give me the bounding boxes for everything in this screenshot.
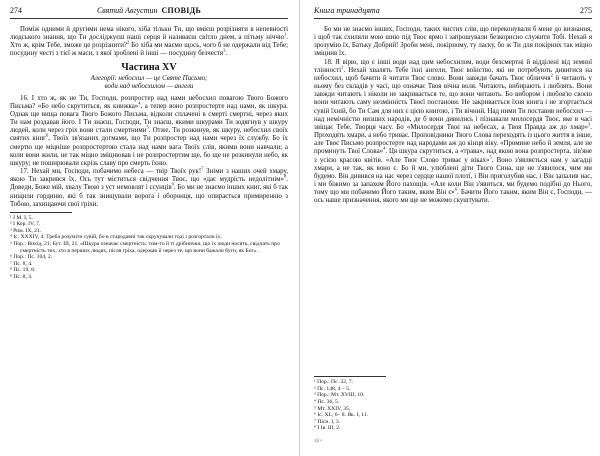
footnote: ⁵ Пор.: Вихід, 21; Бут. III, 21. «Шкура означає смертність: тим-то й ті дрібнички, що їх люди носять, свідчать про смертність тих, хто в перших людях, після гріха, одержав її через те, що вони бажали бути, як Бог». bbox=[10, 240, 280, 254]
footnote: ¹ Пор.: Пс. 32, 7. bbox=[314, 379, 353, 386]
left-footnotes bbox=[10, 215, 288, 281]
paragraph: 18. Я вірю, що є інші води над цим небосхилом, води безсмертні й відділені від земної тлінності$^1$. Нехай хвалять Тебе їхні ангели, Твоє воїнство, які не потребують дивитися на небосхил, щоб бачити й читати Твоє слово. Вони завжди бачать Твоє обличчя$^2$ й читають у ньому без складів у часі, що означає Твоя вічна воля. Читають, вибирають і люблять. Вони завжди читають і ніколи не закривається те, що вони читають. Бо вибором і любов'ю своєю вони читають саму незмінність Твоєї постанови. Не закривається їхня книга і не згортається сувій їхній, бо Ти Сам для них є цією книгою, і Ти вічний. Над ними Ти поставив небосхил — над немічністю низших народів, де б вони дивились і пізнавали милосердя Твоє, яке в часі звіщає Тебе, Творця часу. Бо «Милосердя Твоє на небесах, а Твоя Правда аж до хмар»$^3$. Проходять хмари, а небо триває. Проповідники Твого Слова переходять із цього життя в інше, але Твоє Письмо розпростерте над народами аж до кінця віку. «Промине небо й земля, але не проминуть Твої Слова»$^4$. Ця шкура скрутиться, а «трава», над якою вона розпростерта, зів'яне з усією красою квітів. «Але Твоє Слово триває у віках»$^5$. Воно з'являється нам у загадці хмари, а не так, як воно є. Бо й ми, улюблені діти Твого Сина, ще не з'явилося, чим ми будемо. Він дивився на нас через сердце нашої плоті, і Він приголубив нас, і Він запалив нас, і ми біжимо за запахом Його пахощів. «Але коли Він з'явиться, ми будемо подібні до Нього, тому що ми побачимо Його таким, яким Він є»$^6$. Бачити Його таким, яким Він є, Господи, — ось наше призначення, якого ми ще не можемо скуштувати. bbox=[314, 58, 592, 205]
signature-mark: 18 • bbox=[314, 438, 323, 444]
left-page bbox=[0, 0, 296, 456]
right-running-title: Книга тринадцята bbox=[314, 6, 380, 15]
chapter-subtitle: Алегорії: небосхил — це Святе Письмо; bbox=[90, 74, 208, 82]
footnote: ¹ І М. І, 5. bbox=[10, 214, 33, 221]
footnote: ⁷ Пс. 8, 4. bbox=[10, 260, 33, 267]
footnote: ⁴ Пс. 36, 5. bbox=[314, 399, 340, 406]
footnote: ⁸ Пс. 19, 8. bbox=[10, 267, 36, 274]
left-content bbox=[10, 26, 288, 452]
footnote: ⁵ Мт. XXIV, 35. bbox=[314, 405, 351, 412]
footnote: ⁶ Пор.: Пс. 104, 2. bbox=[10, 254, 53, 261]
left-page-number: 274 bbox=[10, 6, 22, 15]
chapter-subtitle: води над небосхилом — ангели bbox=[104, 82, 194, 90]
footnote: ³ Рим. IX, 21. bbox=[10, 227, 42, 234]
footnote: ⁷ Пісн. I, 3. bbox=[314, 418, 341, 425]
footnote: ³ Пор.: Мт. XVIII, 10. bbox=[314, 392, 365, 399]
right-page bbox=[304, 0, 600, 456]
footnote: ⁹ Пс. 8, 3. bbox=[10, 273, 33, 280]
footnote: ⁸ І Ів. III, 2. bbox=[314, 425, 341, 432]
footnote-rule bbox=[10, 212, 72, 213]
footnote-rule bbox=[314, 376, 386, 377]
paragraph: 16. І хто ж, як не Ти, Господи, розпростер над нами небосхил повагою Твого Божого Письма? «Бо небо скрутиться, як книжка»$^4$, а тепер воно розпростерте над нами, як шкура. Однак ще вища повага Твого Божого Письма, відколи сплачені в смерті смертні, через яких Ти нам роздавав його. І Ти знаєш, Господи, Ти знаєш, якими шкурами Ти зодягнув у шкуру людей, коли через гріх вони стали смертними$^5$. Отже, Ти розкинув, як шкуру, небосхил своїх святих книг$^6$, Твоїх зв'язаних догмами, що Ти розпростер над нами через їх службу. Бо їх смертю ще міцніше розпростертою стала над нами вага Твоїх слів, якими вони навчали; а коли вони жили, не так міцно зміцнював і не розпростертим ще, бо ще не розкинули небо, як шкуру; не поширювали скрізь славу про смерть їхню. bbox=[10, 94, 288, 167]
footnote: ² Пс. 148, 4 – 5. bbox=[314, 385, 351, 392]
paragraph: 17. Нехай ми, Господи, побачимо небеса — твір Твоїх рук!$^7$ Зніми з наших очей хмару, якою Ти закрився їх. Ось тут міститься свідчення Твоє, що «дає мудрість недолітнім»$^8$. Доведи, Боже мій, хвалу Твою з уст немовлят і ссунців$^9$. Бо ми не знаємо інших книг, які б так нищили гординю, які б так знищували ворога і оборонця, що опирається примиренню з Тобою, захищаючи свої гріхи. bbox=[10, 165, 288, 208]
chapter-heading: Частина XV bbox=[121, 61, 177, 73]
left-running-head bbox=[10, 6, 288, 19]
right-running-head bbox=[314, 6, 592, 19]
paragraph: Поміж одними й другими нема нікого, хіба тільки Ти, що вмієш розрізняти в непевності людського знання, що Ти досліджуєш наші серця й називаєш світло днем, а пітьму ніччю$^1$. Хто ж, крім Тебе, зможе це розрізнити?$^2$ Бо хіба ми маємо щось, чого б не одержали від Тебе; посудину честі з тієї ж маси, з якої зроблені й інші — посудину безчестя$^3$. bbox=[10, 26, 288, 58]
left-running-title: Святий Августин СПОВІДЬ bbox=[96, 6, 202, 15]
footnote: ⁴ Іс. XXXIV, 4. Треба розуміти сувій, бо в стародавні так скручували тоді і розгортали їх. bbox=[10, 234, 222, 241]
paragraph: Бо ми не знаємо інших, Господи, таких чистих слів, що переконували б мене до визнання, і щоб так схиляли мою шию під Твоє ярмо і запрошували безкорисно служити Тобі. Нехай я зрозумію їх, Батьку Добрий! Зроби мені, покірному, ту ласку, бо ж Ти для покірних так міцно зміцнив їх. bbox=[314, 26, 592, 58]
gutter bbox=[299, 0, 300, 456]
right-footnotes bbox=[314, 373, 592, 432]
right-page-number: 275 bbox=[580, 6, 592, 15]
footnote: ⁶ Іс. XL, 6– 8. Як. I, 11. bbox=[314, 412, 369, 419]
footnote: ² І Кор. IV, 7. bbox=[10, 221, 41, 228]
right-content bbox=[314, 26, 592, 452]
